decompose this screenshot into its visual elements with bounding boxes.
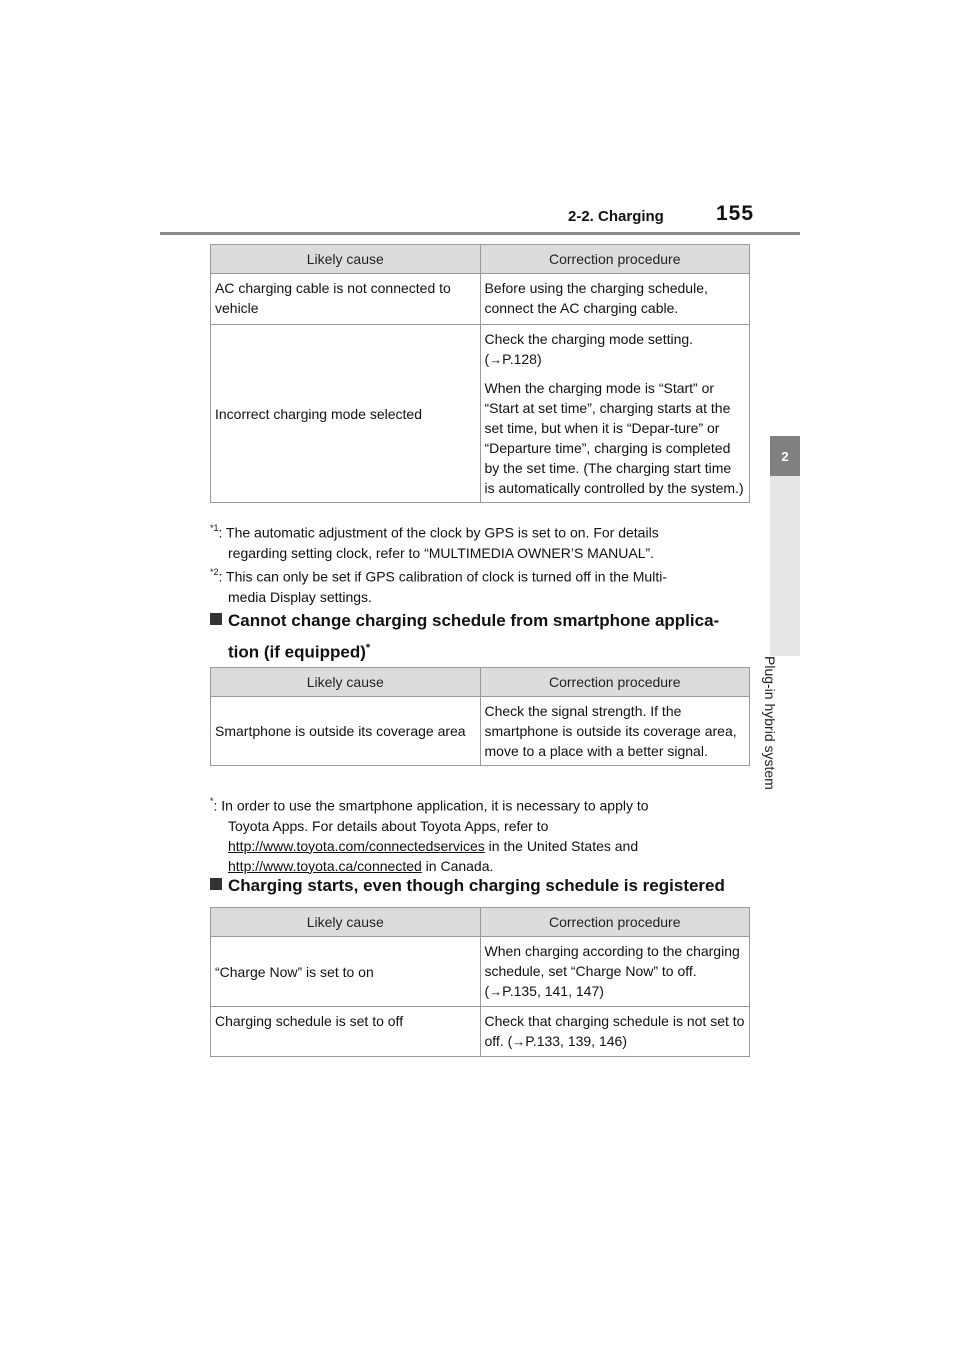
cause-cell: Incorrect charging mode selected [211,325,481,503]
column-header-cause: Likely cause [211,908,481,937]
footnote [210,563,770,607]
table-row [211,325,750,503]
arrow-right-icon: → [489,352,503,367]
bullet-square-icon [210,613,222,625]
arrow-right-icon: → [489,984,503,999]
footnote-line [210,792,770,816]
footnote-text: : This can only be set if GPS calibration of clock is turned off in the Multi- [218,568,667,585]
column-header-cause: Likely cause [211,668,481,697]
page-number: 155 [716,202,755,225]
column-header-cause: Likely cause [211,245,481,274]
page-reference: P.135, 141, 147) [502,983,604,999]
column-header-procedure: Correction procedure [480,908,750,937]
procedure-text: Check that charging schedule is not set to off. ( [484,1013,745,1049]
footnote [210,519,770,563]
connected-services-link[interactable]: http://www.toyota.com/connectedservices [228,837,485,854]
chapter-tab-number: 2 [770,436,800,476]
footnote-mark: * [210,796,214,806]
footnote-text: : The automatic adjustment of the clock by GPS is set to on. For details [218,524,659,541]
footnote-continuation: regarding setting clock, refer to “MULTIMEDIA OWNER’S MANUAL”. [228,544,655,561]
footnote-continuation: media Display settings. [228,588,372,605]
procedure-cell: Check the signal strength. If the smartphone is outside its coverage area, move to a place with a better signal. [480,697,750,766]
footnote-text: in the United States and [484,837,639,854]
table-row [211,697,750,766]
footnote-continuation [210,836,770,856]
footnote-text: : In order to use the smartphone application, it is necessary to apply to [213,797,649,814]
cause-cell: “Charge Now” is set to on [211,937,481,1007]
footnote-line [210,563,770,587]
table-header-row [211,908,750,937]
footnote [210,792,770,876]
bullet-square-icon [210,878,222,890]
cause-cell: Charging schedule is set to off [211,1007,481,1057]
procedure-paragraph [485,329,746,370]
smartphone-table [210,667,750,766]
table-row [211,1007,750,1057]
footnote-mark: *1 [210,523,219,533]
table-row [211,937,750,1007]
section-heading [210,609,770,665]
procedure-cell [480,325,750,503]
table-row [211,274,750,325]
footnote-mark: * [365,642,371,654]
cause-cell: AC charging cable is not connected to vehicle [211,274,481,325]
footnote-line [210,519,770,543]
heading-text: Cannot change charging schedule from smartphone applica- [228,611,720,630]
column-header-procedure: Correction procedure [480,668,750,697]
procedure-cell: Before using the charging schedule, connect the AC charging cable. [480,274,750,325]
header-divider [160,232,800,235]
arrow-right-icon: → [512,1034,526,1049]
heading-text: Charging starts, even though charging schedule is registered [228,876,725,895]
chapter-tab-label: Plug-in hybrid system [762,656,778,790]
footnote-continuation [210,856,770,876]
procedure-cell [480,937,750,1007]
heading-text: tion (if equipped) [228,642,366,662]
footnote-mark: *2 [210,567,219,577]
table-header-row [211,245,750,274]
charge-now-table [210,907,750,1057]
section-heading [210,874,770,898]
chapter-tab-bar [770,476,800,656]
footnote-continuation: Toyota Apps. For details about Toyota Apps, refer to [228,817,549,834]
table-header-row [211,668,750,697]
toyota-canada-link[interactable]: http://www.toyota.ca/connected [228,857,422,874]
column-header-procedure: Correction procedure [480,245,750,274]
procedure-text: When charging according to the charging schedule, set “Charge Now” to off. ( [484,943,740,999]
section-title: 2-2. Charging [568,208,664,225]
page-reference: P.128) [502,351,542,367]
cause-cell: Smartphone is outside its coverage area [211,697,481,766]
page-reference: P.133, 139, 146) [525,1033,627,1049]
heading-line [210,636,770,665]
footnote-text: in Canada. [421,857,494,874]
procedure-cell [480,1007,750,1057]
procedure-paragraph: When the charging mode is “Start” or “Start at set time”, charging starts at the set time, but when it is “Depar-ture” or “Departure time”, charging is completed by the set time. (The charging start time is automatically controlled by the system.) [484,380,744,496]
charging-mode-table [210,244,750,503]
procedure-text: Check the charging mode setting. ( [484,331,694,367]
heading-line [210,609,770,633]
